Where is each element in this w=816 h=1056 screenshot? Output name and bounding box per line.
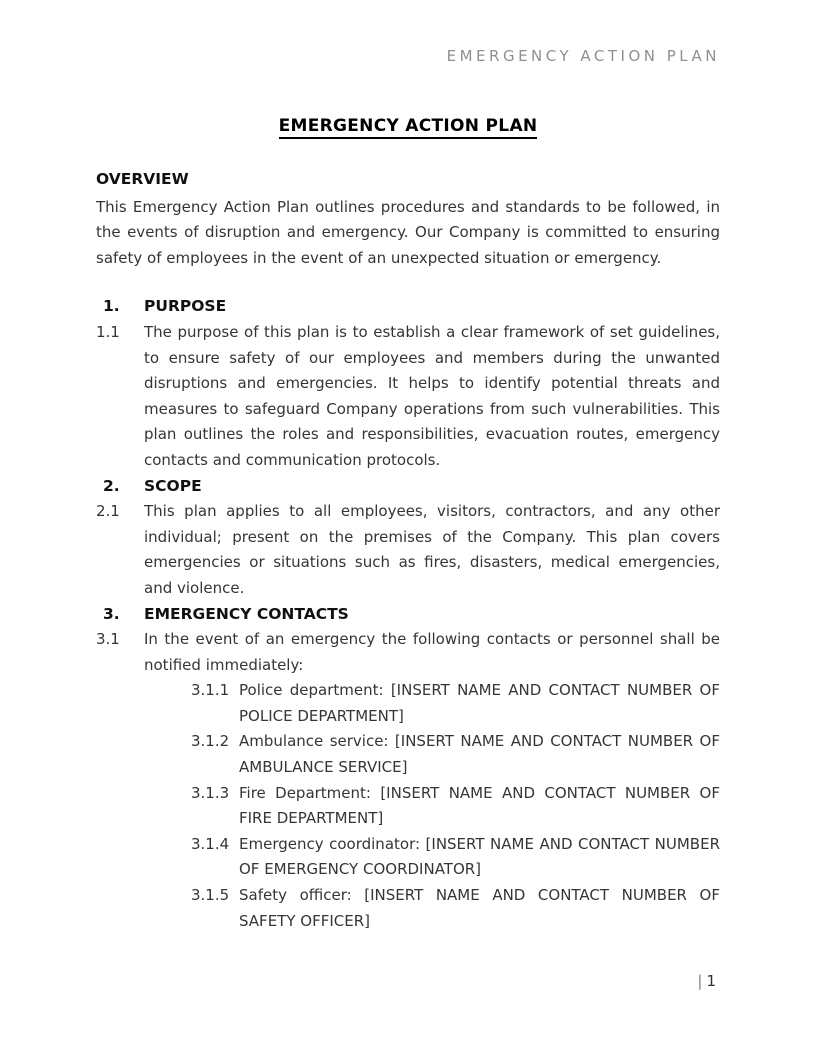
overview-paragraph: This Emergency Action Plan outlines procedures and standards to be followed, in the events of disruption and emergency. Our Company is committed to ensuring safety of employees in the event of an unexpected situation or emergency. <box>96 197 720 267</box>
page-footer <box>697 971 716 991</box>
numbered-paragraph <box>96 499 720 601</box>
document-title <box>96 114 720 138</box>
section-heading-row <box>96 474 720 500</box>
list-item <box>191 729 720 780</box>
list-item-text: Emergency coordinator: [INSERT NAME AND CONTACT NUMBER OF EMERGENCY COORDINATOR] <box>239 834 720 879</box>
list-item-number: 3.1.2 <box>191 732 230 751</box>
section-number: 1. <box>103 297 120 316</box>
page-number: 1 <box>706 972 716 990</box>
paragraph-text: This plan applies to all employees, visitors, contractors, and any other individual; present on the premises of the Company. This plan covers emergencies or situations such as fires, disasters, medical emergencies, and violence. <box>144 502 720 597</box>
section-number: 3. <box>103 604 120 623</box>
list-item-number: 3.1.4 <box>191 834 230 853</box>
section-heading: EMERGENCY CONTACTS <box>144 604 349 623</box>
paragraph-text: In the event of an emergency the following contacts or personnel shall be notified immediately: <box>144 630 720 674</box>
list-item-text: Safety officer: [INSERT NAME AND CONTACT NUMBER OF SAFETY OFFICER] <box>239 886 720 930</box>
section-heading: SCOPE <box>144 476 202 495</box>
overview-heading: OVERVIEW <box>96 170 189 188</box>
list-item <box>191 781 720 832</box>
section-emergency-contacts <box>96 602 720 935</box>
list-item-number: 3.1.3 <box>191 783 230 802</box>
section-purpose <box>96 294 720 473</box>
header-title: EMERGENCY ACTION PLAN <box>446 47 720 65</box>
paragraph-number: 1.1 <box>96 322 120 341</box>
numbered-paragraph <box>96 627 720 678</box>
section-overview <box>96 167 720 271</box>
list-item <box>191 883 720 934</box>
numbered-paragraph <box>96 320 720 474</box>
document-title-text: EMERGENCY ACTION PLAN <box>279 116 538 139</box>
list-item-text: Fire Department: [INSERT NAME AND CONTACT NUMBER OF FIRE DEPARTMENT] <box>239 783 720 828</box>
paragraph-text: The purpose of this plan is to establish a clear framework of set guidelines, to ensure safety of our employees and members during the unwanted disruptions and emergencies. It helps to identify potential threats and measures to safeguard Company operations from such vulnerabilities. This plan outlines the roles and responsibilities, evacuation routes, emergency contacts and communication protocols. <box>144 322 720 469</box>
list-item-number: 3.1.1 <box>191 681 230 700</box>
list-item <box>191 832 720 883</box>
list-item-number: 3.1.5 <box>191 886 230 905</box>
section-number: 2. <box>103 476 120 495</box>
list-item-text: Ambulance service: [INSERT NAME AND CONTACT NUMBER OF AMBULANCE SERVICE] <box>239 732 720 777</box>
list-item <box>191 678 720 729</box>
document-header <box>96 0 720 65</box>
footer-separator: | <box>697 972 703 990</box>
section-heading-row <box>96 602 720 628</box>
section-heading: PURPOSE <box>144 297 227 316</box>
paragraph-number: 3.1 <box>96 630 120 649</box>
paragraph-number: 2.1 <box>96 502 120 521</box>
list-item-text: Police department: [INSERT NAME AND CONTACT NUMBER OF POLICE DEPARTMENT] <box>239 681 720 725</box>
section-scope <box>96 474 720 602</box>
section-heading-row <box>96 294 720 320</box>
